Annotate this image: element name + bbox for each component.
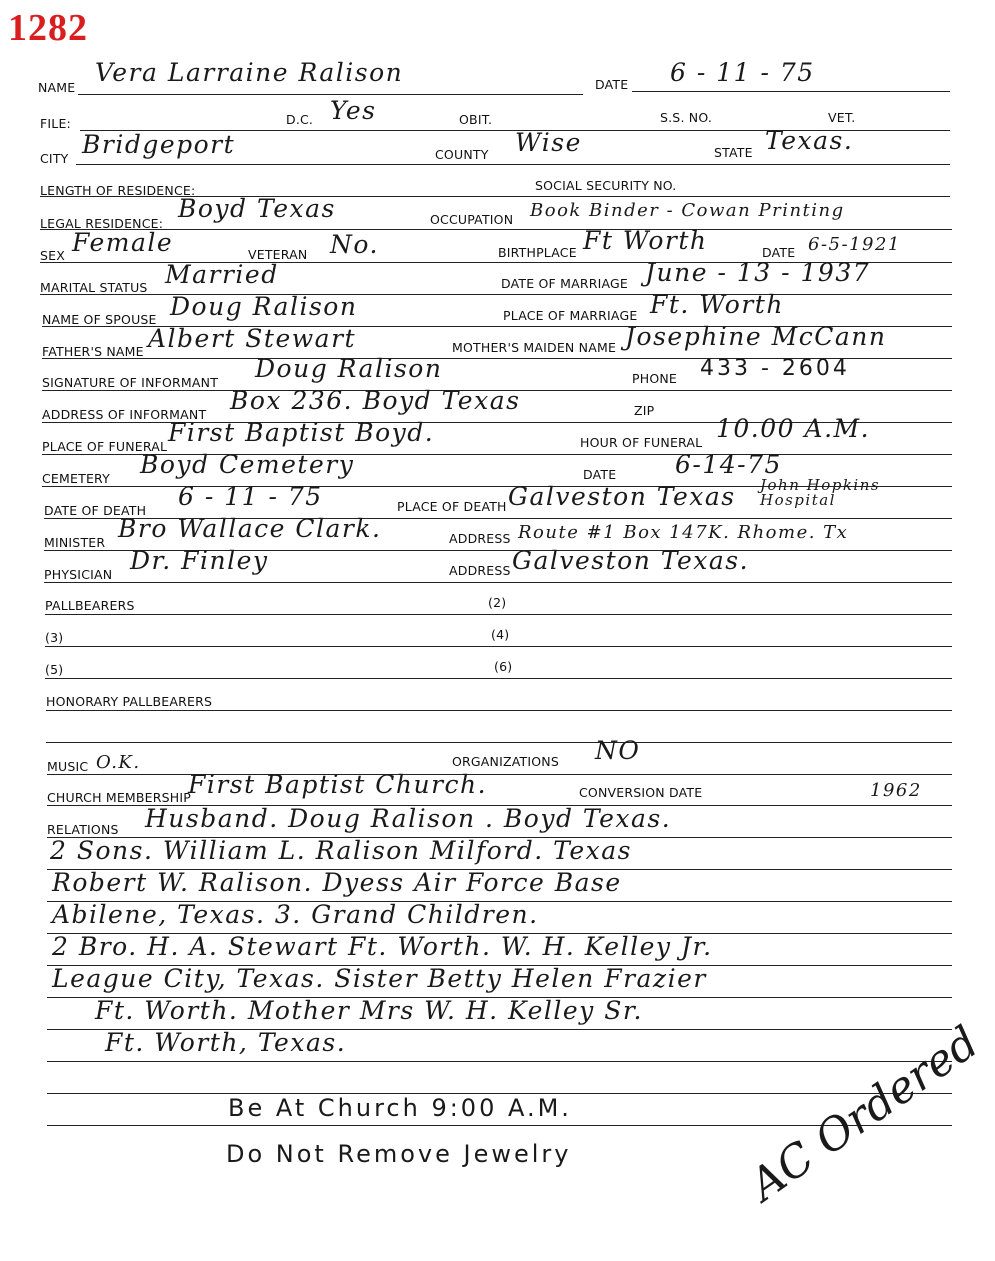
minister-address-value: Route #1 Box 147K. Rhome. Tx	[518, 522, 849, 543]
pallbearer-5-label: (5)	[45, 662, 64, 677]
length-of-residence-label: LENGTH OF RESIDENCE:	[40, 183, 196, 198]
note-be-at-church: Be At Church 9:00 A.M.	[228, 1094, 572, 1122]
date-line	[632, 91, 950, 92]
honorary-line-2	[46, 742, 952, 743]
place-of-funeral-label: PLACE OF FUNERAL	[42, 439, 168, 454]
conversion-date-label: CONVERSION DATE	[579, 785, 703, 800]
honorary-line-1	[46, 710, 952, 711]
relations-line-text-5: 2 Bro. H. A. Stewart Ft. Worth. W. H. Kelley Jr.	[52, 932, 713, 961]
relations-label: RELATIONS	[47, 822, 119, 837]
sex-label: SEX	[40, 248, 65, 263]
vet-label: VET.	[828, 110, 856, 125]
organizations-value: NO	[595, 736, 641, 765]
physician-address-value: Galveston Texas.	[512, 546, 750, 575]
music-value: O.K.	[96, 752, 141, 773]
relations-line-text-8: Ft. Worth, Texas.	[105, 1028, 347, 1057]
pallbearer-3-label: (3)	[45, 630, 64, 645]
signature-of-informant-value: Doug Ralison	[255, 354, 443, 383]
minister-value: Bro Wallace Clark.	[118, 514, 382, 543]
file-label: FILE:	[40, 116, 71, 131]
place-of-marriage-label: PLACE OF MARRIAGE	[503, 308, 638, 323]
conversion-date-value: 1962	[870, 780, 922, 801]
name-label: NAME	[38, 80, 76, 95]
phone-label: PHONE	[632, 371, 678, 386]
occupation-value: Book Binder - Cowan Printing	[530, 200, 845, 221]
relations-line-text-2: 2 Sons. William L. Ralison Milford. Texas	[50, 836, 632, 865]
pallbearer-4-label: (4)	[491, 627, 510, 642]
name-line	[78, 94, 583, 95]
church-membership-label: CHURCH MEMBERSHIP	[47, 790, 192, 805]
pallbearers-line-2	[45, 646, 952, 647]
signature-of-informant-label: SIGNATURE OF INFORMANT	[42, 375, 219, 390]
church-membership-value: First Baptist Church.	[188, 770, 488, 799]
place-of-marriage-value: Ft. Worth	[650, 290, 784, 319]
birth-date-label: DATE	[762, 245, 796, 260]
mothers-maiden-name-value: Josephine McCann	[625, 322, 887, 351]
pallbearers-line-1	[45, 614, 952, 615]
cemetery-date-value: 6-14-75	[675, 450, 782, 479]
music-line	[47, 774, 952, 775]
dc-value: Yes	[330, 96, 377, 125]
pallbearers-line-3	[45, 678, 952, 679]
physician-label: PHYSICIAN	[44, 567, 113, 582]
veteran-label: VETERAN	[248, 247, 308, 262]
county-label: COUNTY	[435, 147, 489, 162]
pallbearers-label: PALLBEARERS	[45, 598, 135, 613]
ordered-signature: AC Ordered	[740, 1016, 988, 1211]
zip-label: ZIP	[634, 403, 655, 418]
note-do-not-remove-jewelry: Do Not Remove Jewelry	[226, 1140, 572, 1168]
music-label: MUSIC	[47, 759, 89, 774]
relations-line-text-6: League City, Texas. Sister Betty Helen Frazier	[52, 964, 707, 993]
physician-value: Dr. Finley	[130, 546, 269, 575]
physician-line	[44, 582, 952, 583]
name-of-spouse-value: Doug Ralison	[170, 292, 358, 321]
relations-line-text-4: Abilene, Texas. 3. Grand Children.	[52, 900, 539, 929]
relations-line-text-3: Robert W. Ralison. Dyess Air Force Base	[52, 868, 622, 897]
name-value: Vera Larraine Ralison	[95, 58, 404, 87]
birthplace-label: BIRTHPLACE	[498, 245, 577, 260]
physician-address-label: ADDRESS	[449, 563, 511, 578]
phone-value: 433 - 2604	[700, 356, 850, 381]
relations-line-8	[47, 1061, 952, 1062]
legal-residence-label: LEGAL RESIDENCE:	[40, 216, 164, 231]
city-line	[76, 164, 950, 165]
name-of-spouse-label: NAME OF SPOUSE	[42, 312, 157, 327]
birthplace-value: Ft Worth	[583, 226, 708, 255]
date-of-death-value: 6 - 11 - 75	[178, 482, 323, 511]
place-of-funeral-value: First Baptist Boyd.	[168, 418, 435, 447]
date-of-death-label: DATE OF DEATH	[44, 503, 147, 518]
marital-status-label: MARITAL STATUS	[40, 280, 148, 295]
city-label: CITY	[40, 151, 69, 166]
organizations-label: ORGANIZATIONS	[452, 754, 559, 769]
state-value: Texas.	[765, 126, 854, 155]
honorary-pallbearers-label: HONORARY PALLBEARERS	[46, 694, 213, 709]
record-number: 1282	[8, 7, 88, 49]
date-label: DATE	[595, 77, 629, 92]
veteran-value: No.	[330, 230, 379, 259]
city-value: Bridgeport	[82, 130, 236, 159]
legal-residence-line	[40, 229, 952, 230]
fathers-name-label: FATHER'S NAME	[42, 344, 144, 359]
length-of-residence-line	[40, 196, 950, 197]
dc-label: D.C.	[286, 112, 314, 127]
obit-label: OBIT.	[459, 112, 493, 127]
pallbearer-2-label: (2)	[488, 595, 507, 610]
date-of-marriage-label: DATE OF MARRIAGE	[501, 276, 629, 291]
mothers-maiden-name-label: MOTHER'S MAIDEN NAME	[452, 340, 617, 355]
pallbearer-6-label: (6)	[494, 659, 513, 674]
date-of-marriage-value: June - 13 - 1937	[645, 258, 871, 287]
fathers-name-value: Albert Stewart	[148, 324, 357, 353]
address-of-informant-value: Box 236. Boyd Texas	[230, 386, 521, 415]
place-of-death-extra: John Hopkins Hospital	[760, 476, 881, 509]
county-value: Wise	[515, 128, 582, 157]
hour-of-funeral-label: HOUR OF FUNERAL	[580, 435, 703, 450]
ssno-label: S.S. NO.	[660, 110, 713, 125]
date-value: 6 - 11 - 75	[670, 58, 815, 87]
place-of-death-value: Galveston Texas	[508, 482, 736, 511]
cemetery-value: Boyd Cemetery	[140, 450, 355, 479]
hour-of-funeral-value: 10.00 A.M.	[716, 414, 871, 443]
occupation-label: OCCUPATION	[430, 212, 514, 227]
state-label: STATE	[714, 145, 753, 160]
relations-line-text-7: Ft. Worth. Mother Mrs W. H. Kelley Sr.	[95, 996, 643, 1025]
social-security-label: SOCIAL SECURITY NO.	[535, 178, 677, 193]
minister-label: MINISTER	[44, 535, 106, 550]
cemetery-date-label: DATE	[583, 467, 617, 482]
minister-address-label: ADDRESS	[449, 531, 511, 546]
place-of-death-label: PLACE OF DEATH	[397, 499, 507, 514]
relations-line-text-1: Husband. Doug Ralison . Boyd Texas.	[145, 804, 672, 833]
marital-status-value: Married	[165, 260, 279, 289]
sex-value: Female	[72, 228, 174, 257]
cemetery-label: CEMETERY	[42, 471, 110, 486]
birth-date-value: 6-5-1921	[808, 234, 901, 255]
legal-residence-value: Boyd Texas	[178, 194, 336, 223]
address-of-informant-label: ADDRESS OF INFORMANT	[42, 407, 207, 422]
